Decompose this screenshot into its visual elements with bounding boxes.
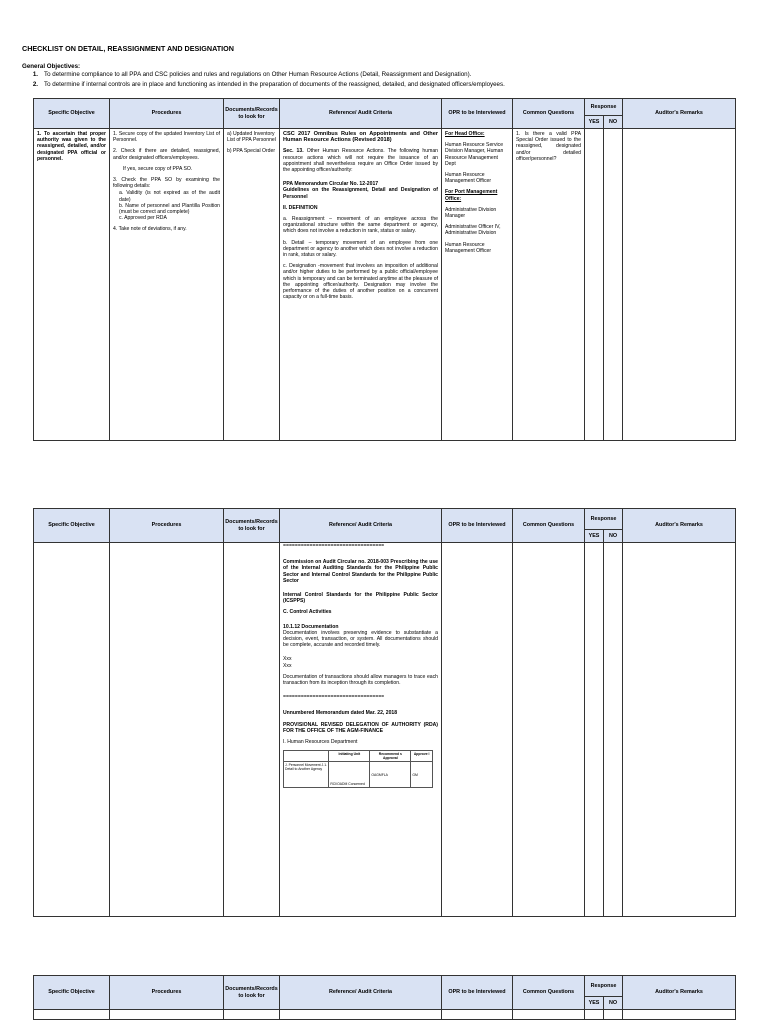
yes-cell[interactable] — [585, 129, 604, 441]
memo-title: Unnumbered Memorandum dated Mar. 22, 2018 — [283, 710, 398, 717]
objective-number: 1. — [32, 71, 38, 78]
procedure-number: 3. — [113, 177, 118, 184]
header-no: NO — [604, 530, 623, 543]
header-reference: Reference/ Audit Criteria — [280, 99, 442, 129]
separator-line: ================================== — [283, 543, 385, 549]
header-specific-objective: Specific Objective — [34, 509, 110, 543]
document-letter: a) — [227, 131, 232, 137]
objective-number: 2. — [32, 81, 38, 88]
mini-r2: RCI/OADM Concerned — [329, 762, 370, 788]
header-remarks: Auditor's Remarks — [623, 509, 736, 543]
header-opr: OPR to be Interviewed — [442, 976, 513, 1010]
reference-cell — [280, 543, 442, 917]
coa-title: Commission on Audit Circular no. 2018-003 Prescribing the use of the Internal Auditing Standards for the Philippine Public Sector and Internal Control Standards for the Philippine Public Sector — [283, 559, 438, 584]
documentation-text: Documentation involves preserving evidence to substantiate a decision, event, transaction, or system. All documentations should be complete, accurate and recorded timely. — [283, 629, 438, 649]
header-documents: Documents/Records to look for — [224, 99, 280, 129]
sub-item-letter: a. — [119, 190, 124, 197]
reference-cell — [280, 129, 442, 441]
header-procedures: Procedures — [110, 509, 224, 543]
header-documents: Documents/Records to look for — [224, 976, 280, 1010]
remarks-cell[interactable] — [623, 129, 736, 441]
header-opr: OPR to be Interviewed — [442, 509, 513, 543]
procedures-cell — [110, 129, 224, 441]
header-yes: YES — [585, 116, 604, 129]
procedure-number: 4. — [113, 226, 118, 233]
sub-item — [119, 215, 220, 221]
checklist-table-2 — [33, 508, 736, 917]
procedure-text: Check if there are detailed, reassigned, and/or designated officers/employees. — [113, 148, 220, 161]
checklist-table-3 — [33, 975, 736, 1020]
no-cell[interactable] — [604, 129, 623, 441]
no-cell[interactable] — [604, 543, 623, 917]
header-opr: OPR to be Interviewed — [442, 99, 513, 129]
header-no: NO — [604, 116, 623, 129]
sub-item-text: Name of personnel and Plantilla Position (must be correct and complete) — [119, 202, 220, 216]
procedure-number: 1. — [113, 131, 118, 137]
document-text: Updated Inventory List of PPA Personnel — [227, 131, 276, 144]
documentation-heading: 10.1.12 Documentation — [283, 623, 339, 630]
opr-head-office: For Head Office: — [445, 131, 485, 137]
designation-def: c. Designation -movement that involves an imposition of additional and/or higher duties to be performed by a public official/employee which is temporary and can be terminated anytime at the pleasure of the appointing officer/authority. Designation may involve the performance of the duties of another position on a concurrent capacity or on a full-time basis. — [283, 263, 438, 301]
header-reference: Reference/ Audit Criteria — [280, 509, 442, 543]
opr-cell — [442, 129, 513, 441]
sub-item-letter: c. — [119, 215, 123, 222]
document-title: CHECKLIST ON DETAIL, REASSIGNMENT AND DESIGNATION — [22, 44, 234, 53]
header-remarks: Auditor's Remarks — [623, 976, 736, 1010]
opr-pmo-1: Administrative Division Manager — [445, 206, 497, 220]
separator-line-2: ================================== — [283, 694, 385, 701]
opr-pmo-2: Administrative Officer IV, Administrative Division — [445, 224, 501, 237]
yes-cell[interactable] — [585, 1010, 604, 1020]
sec13-label: Sec. 13. — [283, 148, 304, 155]
header-response: Response — [585, 99, 623, 116]
objective-item — [22, 71, 505, 81]
documents-cell — [224, 1010, 280, 1020]
header-specific-objective: Specific Objective — [34, 976, 110, 1010]
mini-h1: Initiating Unit — [329, 751, 370, 762]
xxx-1: Xxx — [283, 656, 292, 663]
mini-blank — [284, 751, 329, 762]
objectives-heading: General Objectives: — [22, 63, 81, 70]
xxx-2: Xxx — [283, 662, 292, 669]
reassignment-def: a. Reassignment – movement of an employee across the organizational structure within the same department or agency, which does not involve a reduction in rank, status or salary. — [283, 216, 438, 235]
provisional-title: PROVISIONAL REVISED DELEGATION OF AUTHORITY (RDA) FOR THE OFFICE OF THE AGM-FINANCE — [283, 721, 438, 734]
documents-cell — [224, 129, 280, 441]
detail-def: b. Detail – temporary movement of an employee from one department or agency to another which does not involve a reduction in rank, status or salary. — [283, 239, 438, 259]
header-documents: Documents/Records to look for — [224, 509, 280, 543]
mini-h3: Approve l — [411, 751, 433, 762]
reference-cell — [280, 1010, 442, 1020]
hr-department: I. Human Resources Department — [283, 739, 358, 746]
sec13-text: Other Human Resource Actions. The following human resource actions which will not require the issuance of an appointment shall nevertheless require an Office Order issued by the appointing officer/authority: — [283, 148, 439, 174]
question-cell — [513, 543, 585, 917]
opr-ho-2: Human Resource Management Officer — [445, 172, 492, 185]
sub-item-text: Approved per RDA — [124, 215, 167, 222]
procedure-number: 2. — [113, 148, 118, 155]
opr-port-office: For Port Management Office: — [445, 189, 498, 202]
icspps: Internal Control Standards for the Philippine Public Sector (ICSPPS) — [283, 592, 438, 605]
header-procedures: Procedures — [110, 976, 224, 1010]
procedures-cell — [110, 543, 224, 917]
objective-text: To determine compliance to all PPA and CSC policies and rules and regulations on Other Human Resource Actions (Detail, Reassignment and Designation). — [44, 71, 472, 78]
header-questions: Common Questions — [513, 976, 585, 1010]
remarks-cell[interactable] — [623, 543, 736, 917]
opr-pmo-3: Human Resource Management Officer — [445, 241, 492, 254]
specific-objective-cell: 1. To ascertain that proper authority was given to the reassigned, detailed, and/or designated PPA official or personnel. — [34, 129, 110, 441]
header-procedures: Procedures — [110, 99, 224, 129]
header-response: Response — [585, 976, 623, 997]
procedure-text: Take note of deviations, if any. — [118, 226, 187, 233]
sub-item-text: Validity (is not expired as of the audit date) — [119, 190, 220, 203]
mini-r3: OAGMFLA — [370, 762, 411, 788]
sub-item — [119, 203, 220, 215]
control-activities: C. Control Activities — [283, 609, 332, 616]
header-yes: YES — [585, 997, 604, 1010]
procedures-cell — [110, 1010, 224, 1020]
opr-cell — [442, 1010, 513, 1020]
procedure-text: If yes, secure copy of PPA SO. — [123, 165, 193, 172]
objectives-list — [22, 71, 505, 91]
procedure-text: Check the PPA SO by examining the following details: — [113, 177, 220, 190]
sub-item — [119, 190, 220, 202]
header-remarks: Auditor's Remarks — [623, 99, 736, 129]
mini-h2: Recommend s Approval — [370, 751, 411, 762]
document-letter: b) — [227, 148, 232, 155]
question-cell: 1. Is there a valid PPA Special Order issued to the reassigned, designated and/or detailed officer/personnel? — [513, 129, 585, 441]
objective-text: To determine if internal controls are in place and functioning as intended in the preparation of documents of the reassigned, detailed, and designated officers/employees. — [44, 81, 505, 88]
document-text: PPA Special Order — [232, 148, 276, 155]
documents-cell — [224, 543, 280, 917]
remarks-cell[interactable] — [623, 1010, 736, 1020]
definition-heading: II. DEFINITION — [283, 204, 318, 211]
specific-objective-cell — [34, 1010, 110, 1020]
no-cell[interactable] — [604, 1010, 623, 1020]
question-cell — [513, 1010, 585, 1020]
ppa-guidelines: Guidelines on the Reassignment, Detail and Designation of Personnel — [283, 187, 438, 200]
documentation-text-2: Documentation of transactions should allow managers to trace each transaction from its inception through its completion. — [283, 673, 438, 687]
header-no: NO — [604, 997, 623, 1010]
procedure-text: Secure copy of the updated Inventory List of Personnel. — [113, 131, 220, 144]
opr-cell — [442, 543, 513, 917]
mini-r1: J. Personnel Movement J.1. Detail to Another Agency — [284, 762, 329, 788]
ppa-mc: PPA Memorandum Circular No. 12-2017 — [283, 181, 379, 188]
csc-title: CSC 2017 Omnibus Rules on Appointments and Other Human Resource Actions (Revised 2018) — [283, 131, 438, 144]
header-questions: Common Questions — [513, 509, 585, 543]
header-response: Response — [585, 509, 623, 530]
header-specific-objective: Specific Objective — [34, 99, 110, 129]
opr-ho-1: Human Resource Service Division Manager, Human Resource Management Dept — [445, 142, 504, 167]
header-yes: YES — [585, 530, 604, 543]
header-reference: Reference/ Audit Criteria — [280, 976, 442, 1010]
sub-item-letter: b. — [119, 202, 124, 209]
mini-r4: GM — [411, 762, 433, 788]
objective-item — [22, 81, 505, 91]
checklist-table-1 — [33, 98, 736, 441]
specific-objective-cell — [34, 543, 110, 917]
header-questions: Common Questions — [513, 99, 585, 129]
yes-cell[interactable] — [585, 543, 604, 917]
rda-mini-table — [283, 750, 433, 788]
